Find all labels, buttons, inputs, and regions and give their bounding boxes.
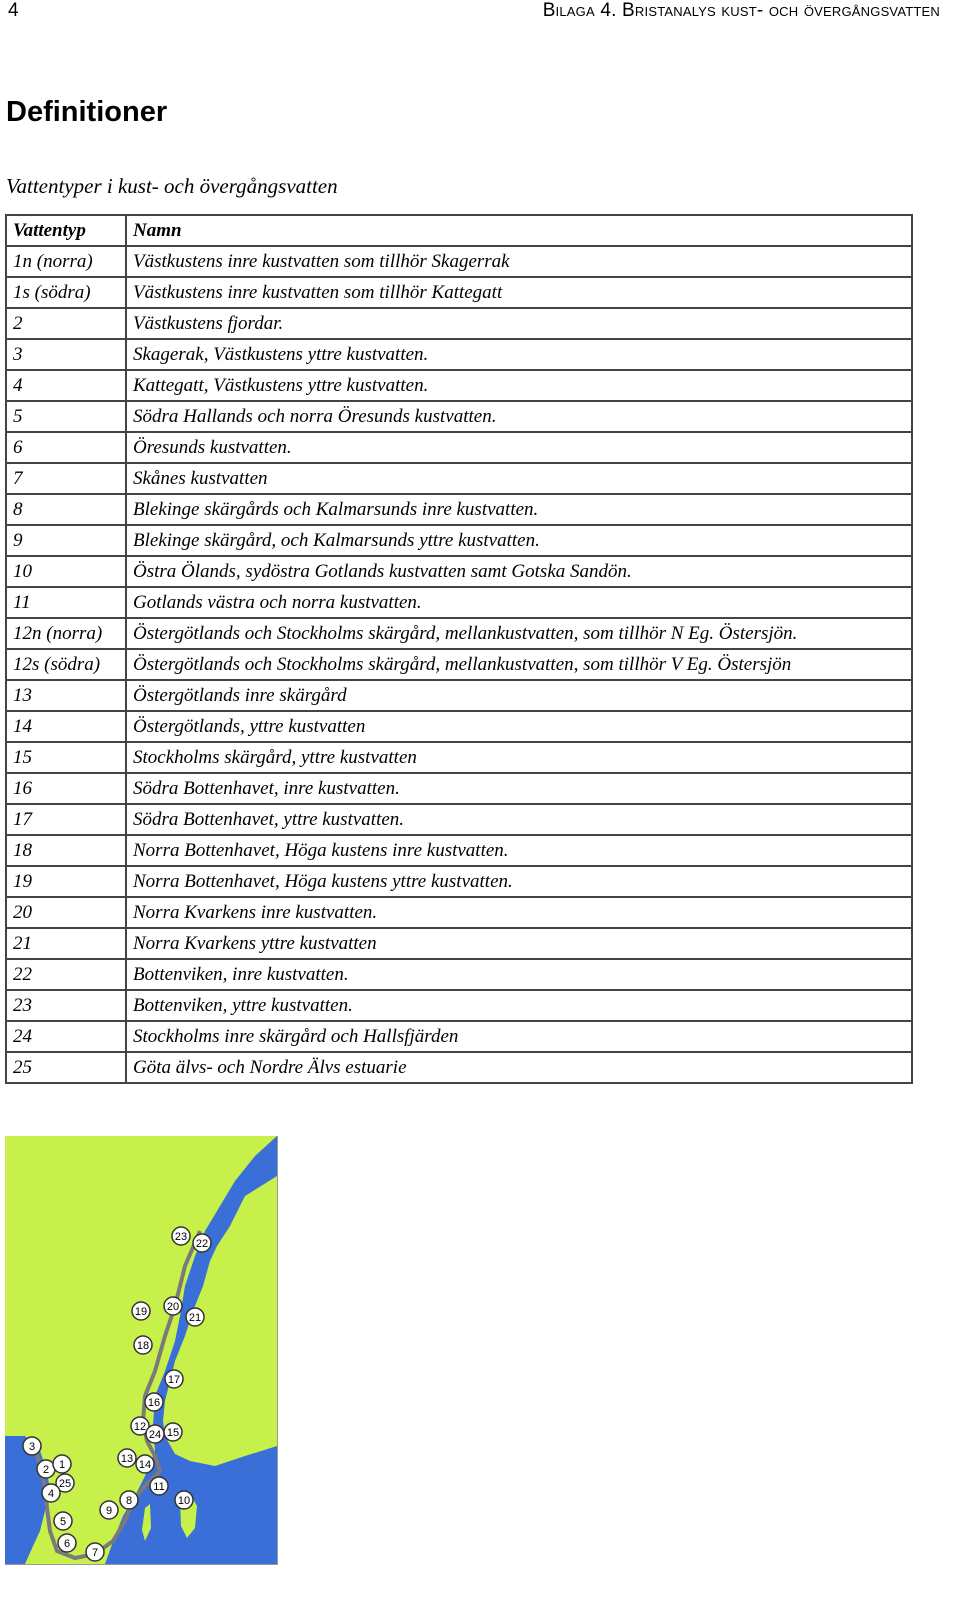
water-type-code: 3 bbox=[6, 339, 126, 370]
map-marker-label: 9 bbox=[105, 1505, 113, 1517]
water-type-name: Stockholms skärgård, yttre kustvatten bbox=[126, 742, 912, 773]
water-type-name: Västkustens inre kustvatten som tillhör Kattegatt bbox=[126, 277, 912, 308]
water-type-code: 8 bbox=[6, 494, 126, 525]
water-type-code: 10 bbox=[6, 556, 126, 587]
water-type-name: Östergötlands, yttre kustvatten bbox=[126, 711, 912, 742]
water-type-code: 24 bbox=[6, 1021, 126, 1052]
table-row bbox=[6, 525, 912, 556]
water-type-name: Östergötlands och Stockholms skärgård, mellankustvatten, som tillhör N Eg. Östersjön. bbox=[126, 618, 912, 649]
water-type-name: Kattegatt, Västkustens yttre kustvatten. bbox=[126, 370, 912, 401]
water-type-name: Norra Kvarkens yttre kustvatten bbox=[126, 928, 912, 959]
water-type-code: 13 bbox=[6, 680, 126, 711]
table-row bbox=[6, 401, 912, 432]
column-header-namn: Namn bbox=[126, 215, 912, 246]
map-marker-label: 14 bbox=[138, 1459, 152, 1471]
water-type-name: Västkustens fjordar. bbox=[126, 308, 912, 339]
table-row bbox=[6, 494, 912, 525]
table-row bbox=[6, 680, 912, 711]
water-type-name: Bottenviken, inre kustvatten. bbox=[126, 959, 912, 990]
table-row bbox=[6, 773, 912, 804]
water-type-code: 20 bbox=[6, 897, 126, 928]
map-marker-label: 24 bbox=[148, 1429, 162, 1441]
map-marker-label: 16 bbox=[147, 1397, 161, 1409]
water-type-name: Norra Bottenhavet, Höga kustens inre kustvatten. bbox=[126, 835, 912, 866]
table-row bbox=[6, 463, 912, 494]
water-types-table bbox=[5, 214, 913, 1084]
table-row bbox=[6, 866, 912, 897]
table-row bbox=[6, 308, 912, 339]
map-marker-label: 6 bbox=[63, 1538, 71, 1550]
map-marker-label: 5 bbox=[59, 1516, 67, 1528]
column-header-vattentyp: Vattentyp bbox=[6, 215, 126, 246]
water-type-code: 1n (norra) bbox=[6, 246, 126, 277]
table-caption: Vattentyper i kust- och övergångsvatten bbox=[6, 174, 338, 198]
water-type-name: Skagerak, Västkustens yttre kustvatten. bbox=[126, 339, 912, 370]
table-row bbox=[6, 556, 912, 587]
water-type-code: 14 bbox=[6, 711, 126, 742]
table-row bbox=[6, 432, 912, 463]
water-type-name: Norra Kvarkens inre kustvatten. bbox=[126, 897, 912, 928]
table-row bbox=[6, 339, 912, 370]
water-type-code: 2 bbox=[6, 308, 126, 339]
map-marker-label: 20 bbox=[166, 1301, 180, 1313]
table-body bbox=[6, 246, 912, 1083]
water-type-code: 17 bbox=[6, 804, 126, 835]
water-type-code: 4 bbox=[6, 370, 126, 401]
map-marker-label: 21 bbox=[188, 1312, 202, 1324]
water-type-name: Blekinge skärgård, och Kalmarsunds yttre kustvatten. bbox=[126, 525, 912, 556]
table-header-row bbox=[6, 215, 912, 246]
section-title: Definitioner bbox=[6, 96, 168, 128]
water-type-code: 16 bbox=[6, 773, 126, 804]
water-type-code: 22 bbox=[6, 959, 126, 990]
table-row bbox=[6, 618, 912, 649]
map-marker-label: 8 bbox=[125, 1495, 133, 1507]
map-marker-label: 10 bbox=[177, 1495, 191, 1507]
map-marker-label: 13 bbox=[120, 1453, 134, 1465]
water-type-code: 15 bbox=[6, 742, 126, 773]
water-type-code: 5 bbox=[6, 401, 126, 432]
water-type-name: Bottenviken, yttre kustvatten. bbox=[126, 990, 912, 1021]
water-type-name: Blekinge skärgårds och Kalmarsunds inre kustvatten. bbox=[126, 494, 912, 525]
water-type-code: 6 bbox=[6, 432, 126, 463]
map-marker-label: 3 bbox=[28, 1441, 36, 1453]
table-row bbox=[6, 742, 912, 773]
map-marker-label: 1 bbox=[58, 1459, 66, 1471]
table-row bbox=[6, 990, 912, 1021]
map-marker-label: 17 bbox=[167, 1374, 181, 1386]
sweden-coastal-map bbox=[5, 1136, 278, 1565]
table-row bbox=[6, 370, 912, 401]
water-type-name: Stockholms inre skärgård och Hallsfjärden bbox=[126, 1021, 912, 1052]
water-type-code: 23 bbox=[6, 990, 126, 1021]
table-row bbox=[6, 1021, 912, 1052]
water-type-code: 25 bbox=[6, 1052, 126, 1083]
water-type-code: 12n (norra) bbox=[6, 618, 126, 649]
water-type-code: 21 bbox=[6, 928, 126, 959]
map-marker-label: 18 bbox=[136, 1340, 150, 1352]
map-marker-label: 22 bbox=[195, 1238, 209, 1250]
water-type-code: 18 bbox=[6, 835, 126, 866]
water-type-code: 12s (södra) bbox=[6, 649, 126, 680]
table-row bbox=[6, 804, 912, 835]
water-type-name: Göta älvs- och Nordre Älvs estuarie bbox=[126, 1052, 912, 1083]
water-type-name: Öresunds kustvatten. bbox=[126, 432, 912, 463]
water-type-name: Östergötlands inre skärgård bbox=[126, 680, 912, 711]
table-row bbox=[6, 835, 912, 866]
table-row bbox=[6, 277, 912, 308]
map-marker-label: 12 bbox=[133, 1421, 147, 1433]
water-type-code: 9 bbox=[6, 525, 126, 556]
map-marker-label: 4 bbox=[47, 1488, 55, 1500]
page-number: 4 bbox=[8, 0, 19, 21]
map-marker-label: 11 bbox=[153, 1481, 165, 1493]
water-type-name: Norra Bottenhavet, Höga kustens yttre kustvatten. bbox=[126, 866, 912, 897]
water-type-code: 1s (södra) bbox=[6, 277, 126, 308]
water-type-code: 11 bbox=[6, 587, 126, 618]
water-type-code: 19 bbox=[6, 866, 126, 897]
table-row bbox=[6, 959, 912, 990]
water-type-name: Östra Ölands, sydöstra Gotlands kustvatten samt Gotska Sandön. bbox=[126, 556, 912, 587]
map-marker-label: 7 bbox=[91, 1547, 99, 1559]
water-type-name: Gotlands västra och norra kustvatten. bbox=[126, 587, 912, 618]
table-row bbox=[6, 587, 912, 618]
map-marker-label: 15 bbox=[166, 1427, 180, 1439]
running-header: Bilaga 4. Bristanalys kust- och övergångsvatten bbox=[542, 0, 940, 21]
water-type-name: Östergötlands och Stockholms skärgård, mellankustvatten, som tillhör V Eg. Östersjön bbox=[126, 649, 912, 680]
table-row bbox=[6, 897, 912, 928]
water-type-name: Södra Hallands och norra Öresunds kustvatten. bbox=[126, 401, 912, 432]
map-marker-label: 25 bbox=[58, 1478, 72, 1490]
water-type-name: Skånes kustvatten bbox=[126, 463, 912, 494]
water-type-name: Södra Bottenhavet, inre kustvatten. bbox=[126, 773, 912, 804]
map-marker-label: 2 bbox=[42, 1464, 50, 1476]
table-row bbox=[6, 711, 912, 742]
table-row bbox=[6, 246, 912, 277]
map-svg bbox=[5, 1136, 277, 1564]
map-marker-label: 23 bbox=[174, 1231, 188, 1243]
table-row bbox=[6, 1052, 912, 1083]
map-marker-label: 19 bbox=[134, 1306, 148, 1318]
table-row bbox=[6, 649, 912, 680]
water-type-name: Västkustens inre kustvatten som tillhör Skagerrak bbox=[126, 246, 912, 277]
water-type-code: 7 bbox=[6, 463, 126, 494]
water-type-name: Södra Bottenhavet, yttre kustvatten. bbox=[126, 804, 912, 835]
table-row bbox=[6, 928, 912, 959]
